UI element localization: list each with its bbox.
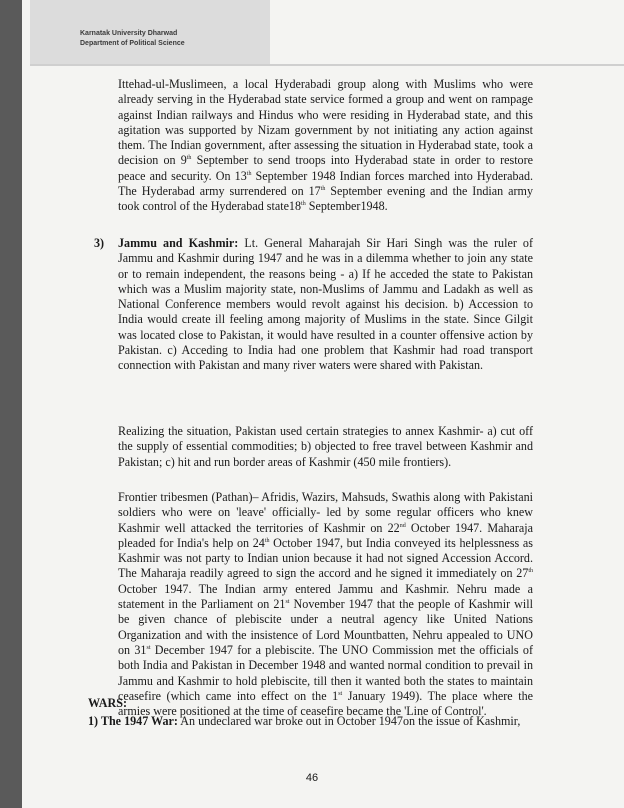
kashmir-heading: Jammu and Kashmir:	[118, 236, 239, 250]
university-name: Karnatak University Dharwad	[80, 30, 178, 37]
kashmir-paragraph: Jammu and Kashmir: Lt. General Maharajah Sir Hari Singh was the ruler of Jammu and Kashmir during 1947 and he was in a dilemma whether to join any state or to remain independent, the reasons being - a) If he acceded the state to Pakistan which was a Muslim majority state, non-Muslims of Jammu and Ladakh as well as National Conference members would revolt against his decision. b) Accession to India would create ill feeling among majority of Muslims in the state. Since Gilgit was located close to Pakistan, it would have resulted in a counter offensive action by Pakistan. c) Acceding to India had one problem that Kashmir had road transport connection with Pakistan and many river waters were shared with Pakistan.	[118, 236, 533, 373]
left-margin-band	[0, 0, 22, 808]
department-name: Department of Political Science	[80, 40, 185, 47]
page-header	[30, 0, 270, 64]
kashmir-item-number: 3)	[94, 236, 105, 250]
war-1947-line: 1) The 1947 War: An undeclared war broke out in October 1947on the issue of Kashmir,	[88, 714, 521, 728]
strategies-paragraph: Realizing the situation, Pakistan used certain strategies to annex Kashmir- a) cut off the supply of essential commodities; b) objected to free travel between Kashmir and Pakistan; c) hit and run border areas of Kashmir (450 mile frontiers).	[118, 424, 533, 469]
header-divider	[30, 64, 624, 66]
tribesmen-paragraph: Frontier tribesmen (Pathan)– Afridis, Wazirs, Mahsuds, Swathis along with Pakistani soldiers who were on 'leave' officially- led by some regular officers who knew Kashmir well attacked the territories of Kashmir on 22nd October 1947. Maharaja pleaded for India's help on 24th October 1947, but India conveyed its helplessness as Kashmir was not party to Indian union because it had not signed Accession Accord. The Maharaja readily agreed to sign the accord and he signed it immediately on 27th October 1947. The Indian army entered Jammu and Kashmir. Nehru made a statement in the Parliament on 21st November 1947 that the people of Kashmir will be given chance of plebiscite under a neutral agency like United Nations Organization and with the insistence of Lord Mountbatten, Nehru appealed to UNO on 31st December 1947 for a plebiscite. The UNO Commission met the officials of both India and Pakistan in December 1948 and wanted normal condition to prevail in Jammu and Kashmir to hold plebiscite, till then it wanted both the states to maintain ceasefire (which came into effect on the 1st January 1949). The place where the armies were positioned at the time of ceasefire became the 'Line of Control'.	[118, 490, 534, 719]
page-number: 46	[305, 772, 319, 784]
wars-heading: WARS:	[88, 696, 127, 710]
war-1947-heading: 1) The 1947 War:	[88, 714, 178, 728]
hyderabad-paragraph: Ittehad-ul-Muslimeen, a local Hyderabadi group along with Muslims who were already serving in the Hyderabad state service formed a group and went on rampage against Indian railways and Hindus who were residing in Hyderabad state, and this agitation was supported by Nizam government by not initiating any action against them. The Indian government, after assessing the situation in Hyderabad state, took a decision on 9th September to send troops into Hyderabad state in order to restore peace and security. On 13th September 1948 Indian forces marched into Hyderabad. The Hyderabad army surrendered on 17th September evening and the Indian army took control of the Hyderabad state18th September1948.	[118, 77, 534, 214]
